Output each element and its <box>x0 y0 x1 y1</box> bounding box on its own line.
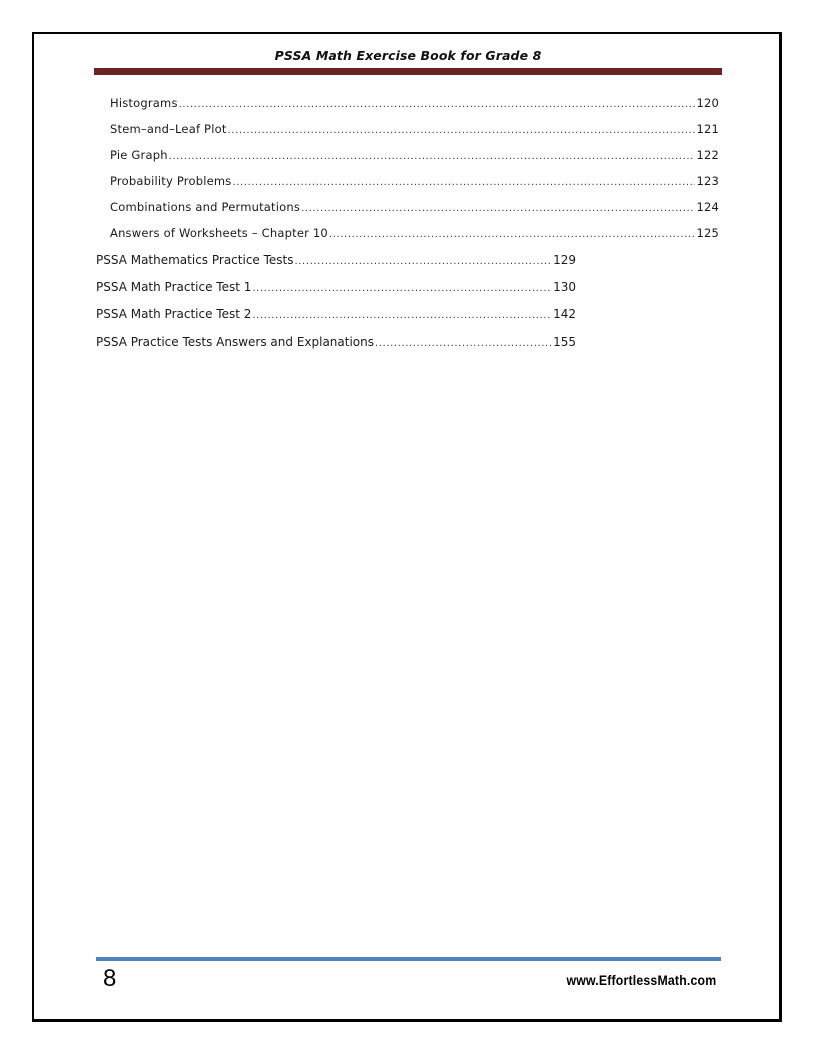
toc-entry-page: 124 <box>696 200 719 214</box>
header-rule <box>94 68 722 75</box>
toc-entry-answers-chapter-10[interactable] <box>110 226 719 240</box>
toc-entry-practice-test-1[interactable] <box>96 280 576 294</box>
dot-leader <box>295 256 553 267</box>
toc-entry-answers-and-explanations[interactable] <box>96 335 576 349</box>
toc-entry-label: PSSA Practice Tests Answers and Explanations <box>96 335 374 349</box>
dot-leader <box>252 283 552 294</box>
toc-entry-label: PSSA Math Practice Test 1 <box>96 280 252 294</box>
dot-leader <box>232 177 695 188</box>
page-number: 8 <box>103 965 117 992</box>
toc-entry-label: Answers of Worksheets – Chapter 10 <box>110 226 328 240</box>
toc-entry-pie-graph[interactable] <box>110 148 719 162</box>
running-header-title: PSSA Math Exercise Book for Grade 8 <box>274 48 542 63</box>
toc-entry-page: 129 <box>553 253 576 267</box>
toc-entry-page: 120 <box>696 96 719 110</box>
toc-entry-label: Combinations and Permutations <box>110 200 301 214</box>
toc-entry-label: PSSA Math Practice Test 2 <box>96 307 252 321</box>
dot-leader <box>169 151 696 162</box>
toc-entry-page: 122 <box>696 148 719 162</box>
dot-leader <box>329 229 696 240</box>
toc-entry-page: 125 <box>696 226 719 240</box>
toc-entry-probability-problems[interactable] <box>110 174 719 188</box>
toc-entry-page: 123 <box>696 174 719 188</box>
dot-leader <box>252 310 552 321</box>
toc-entry-page: 155 <box>553 335 576 349</box>
toc-entry-label: Probability Problems <box>110 174 232 188</box>
toc-entry-label: Histograms <box>110 96 178 110</box>
toc-entry-label: PSSA Mathematics Practice Tests <box>96 253 294 267</box>
toc-entry-page: 142 <box>553 307 576 321</box>
dot-leader <box>228 125 696 136</box>
toc-entry-page: 121 <box>696 122 719 136</box>
dot-leader <box>375 338 552 349</box>
toc-entry-practice-test-2[interactable] <box>96 307 576 321</box>
toc-entry-stem-and-leaf-plot[interactable] <box>110 122 719 136</box>
toc-entry-histograms[interactable] <box>110 96 719 110</box>
footer-rule <box>96 957 721 961</box>
toc-entry-page: 130 <box>553 280 576 294</box>
toc-entry-practice-tests[interactable] <box>96 253 576 267</box>
toc-entry-combinations-and-permutations[interactable] <box>110 200 719 214</box>
dot-leader <box>179 99 696 110</box>
toc-entry-label: Pie Graph <box>110 148 168 162</box>
website-link[interactable]: www.EffortlessMath.com <box>566 972 716 988</box>
dot-leader <box>301 203 695 214</box>
toc-entry-label: Stem–and–Leaf Plot <box>110 122 227 136</box>
